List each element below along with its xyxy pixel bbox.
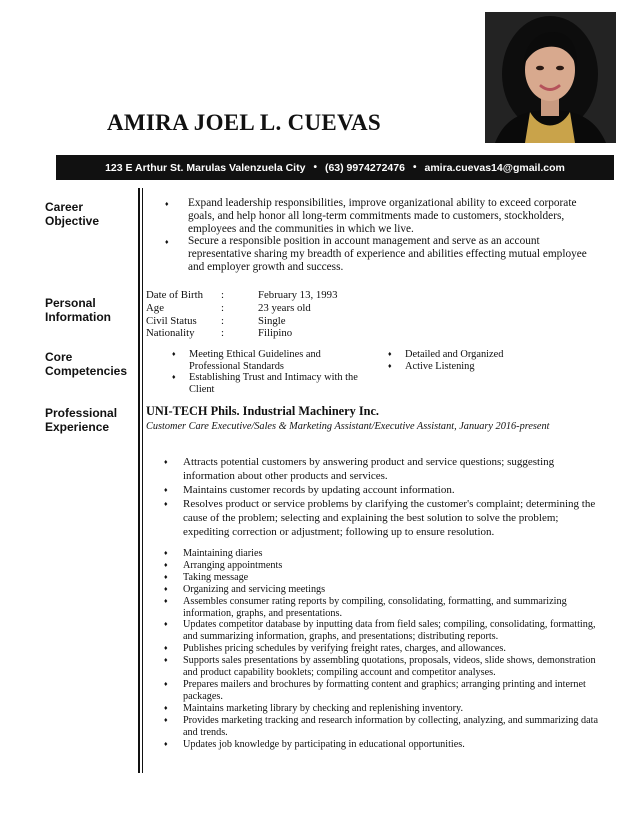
- bullet-icon: ♦: [164, 549, 168, 557]
- profile-photo: [485, 12, 616, 143]
- info-row: Civil Status : Single: [146, 314, 286, 327]
- contact-address: 123 E Arthur St. Marulas Valenzuela City: [105, 161, 306, 174]
- competencies-list-right: [388, 349, 588, 372]
- list-item: ♦ Resolves product or service problems by clarifying the customer's complaint; determining the cause of the problem; selecting and explaining the best solution to solve the problem; expediting correction or adjustment; following up to ensure resolution.: [164, 498, 596, 538]
- bullet-icon: ♦: [164, 596, 168, 605]
- list-item: ♦ Secure a responsible position in account management and serve as an account representative sharing my breadth of experience and abilities effecting mutual employee and employer growth and success.: [165, 235, 587, 273]
- contact-email: amira.cuevas14@gmail.com: [424, 161, 565, 174]
- bullet-icon: ♦: [165, 238, 169, 247]
- duties-list-other: [164, 548, 604, 750]
- list-item: ♦ Updates job knowledge by participating in educational opportunities.: [164, 738, 465, 750]
- duties-list-main: [164, 455, 604, 539]
- list-item: ♦ Establishing Trust and Intimacy with the Client: [172, 372, 358, 395]
- bullet-icon: ♦: [164, 739, 168, 748]
- contact-separator: •: [313, 162, 317, 173]
- list-item: ♦ Taking message: [164, 571, 249, 583]
- bullet-icon: ♦: [388, 350, 392, 358]
- bullet-icon: ♦: [164, 644, 168, 653]
- contact-bar: [56, 155, 614, 180]
- bullet-icon: ♦: [164, 584, 168, 593]
- bullet-icon: ♦: [165, 200, 169, 208]
- list-item: ♦ Expand leadership responsibilities, improve organizational ability to exceed corporate goals, and help honor all long-term commitments made to customers, stockholders, employees and the communities in which we live.: [165, 197, 577, 235]
- competencies-list-left: [172, 349, 372, 395]
- bullet-icon: ♦: [164, 500, 168, 508]
- contact-phone: (63) 9974272476: [324, 161, 405, 174]
- list-item: ♦ Supports sales presentations by assembling quotations, proposals, videos, slide shows, demonstration and product capability booklets; compiling account and competitor analyses.: [164, 655, 596, 679]
- list-item: ♦ Assembles consumer rating reports by compiling, consolidating, formatting, and summarizing information, graphs, and presentations.: [164, 595, 567, 619]
- personal-info: [146, 289, 337, 340]
- professional-experience-heading: Professional Experience: [45, 406, 118, 434]
- list-item: ♦ Meeting Ethical Guidelines and Professional Standards: [172, 349, 321, 372]
- contact-separator: •: [412, 162, 417, 173]
- list-item: ♦ Maintaining diaries: [164, 548, 263, 559]
- list-item: ♦ Provides marketing tracking and research information by collecting, analyzing, and summarizing data and trends.: [164, 714, 599, 738]
- list-item: ♦ Publishes pricing schedules by verifying freight rates, charges, and allowances.: [164, 643, 506, 655]
- objective-list: [165, 197, 595, 274]
- section-divider: [138, 188, 140, 773]
- bullet-icon: ♦: [164, 572, 168, 581]
- company-name: UNI-TECH Phils. Industrial Machinery Inc.: [146, 404, 379, 418]
- list-item: ♦ Attracts potential customers by answering product and service questions; suggesting information about other products and services.: [164, 456, 555, 482]
- list-item: ♦ Maintains marketing library by checking and replenishing inventory.: [164, 702, 463, 714]
- bullet-icon: ♦: [172, 350, 176, 358]
- list-item: ♦ Active Listening: [388, 360, 475, 372]
- bullet-icon: ♦: [164, 486, 168, 494]
- list-item: ♦ Detailed and Organized: [388, 349, 504, 360]
- job-role: Customer Care Executive/Sales & Marketing Assistant/Executive Assistant, January 2016-present: [146, 421, 550, 432]
- candidate-name: AMIRA JOEL L. CUEVAS: [107, 110, 381, 135]
- list-item: ♦ Prepares mailers and brochures by formatting content and graphics; arranging printing and internet packages.: [164, 678, 586, 702]
- bullet-icon: ♦: [164, 560, 168, 569]
- bullet-icon: ♦: [164, 620, 168, 629]
- list-item: ♦ Organizing and servicing meetings: [164, 583, 326, 595]
- bullet-icon: ♦: [164, 703, 168, 712]
- bullet-icon: ♦: [164, 715, 168, 724]
- info-row: Date of Birth : February 13, 1993: [146, 289, 338, 301]
- bullet-icon: ♦: [164, 656, 168, 665]
- personal-information-heading: Personal Information: [45, 296, 111, 324]
- list-item: ♦ Maintains customer records by updating account information.: [164, 484, 455, 496]
- section-divider: [142, 188, 143, 773]
- list-item: ♦ Updates competitor database by inputting data from field sales; compiling, consolidating, formatting, and summarizing information, graphs, and presentations; distributing reports.: [164, 619, 596, 643]
- bullet-icon: ♦: [164, 679, 168, 688]
- bullet-icon: ♦: [172, 373, 176, 382]
- info-row: Age : 23 years old: [146, 301, 311, 314]
- bullet-icon: ♦: [388, 361, 392, 370]
- career-objective-heading: Career Objective: [45, 200, 100, 228]
- core-competencies-heading: Core Competencies: [45, 350, 128, 378]
- bullet-icon: ♦: [164, 458, 168, 466]
- list-item: ♦ Arranging appointments: [164, 559, 283, 571]
- info-row: Nationality : Filipino: [146, 327, 293, 340]
